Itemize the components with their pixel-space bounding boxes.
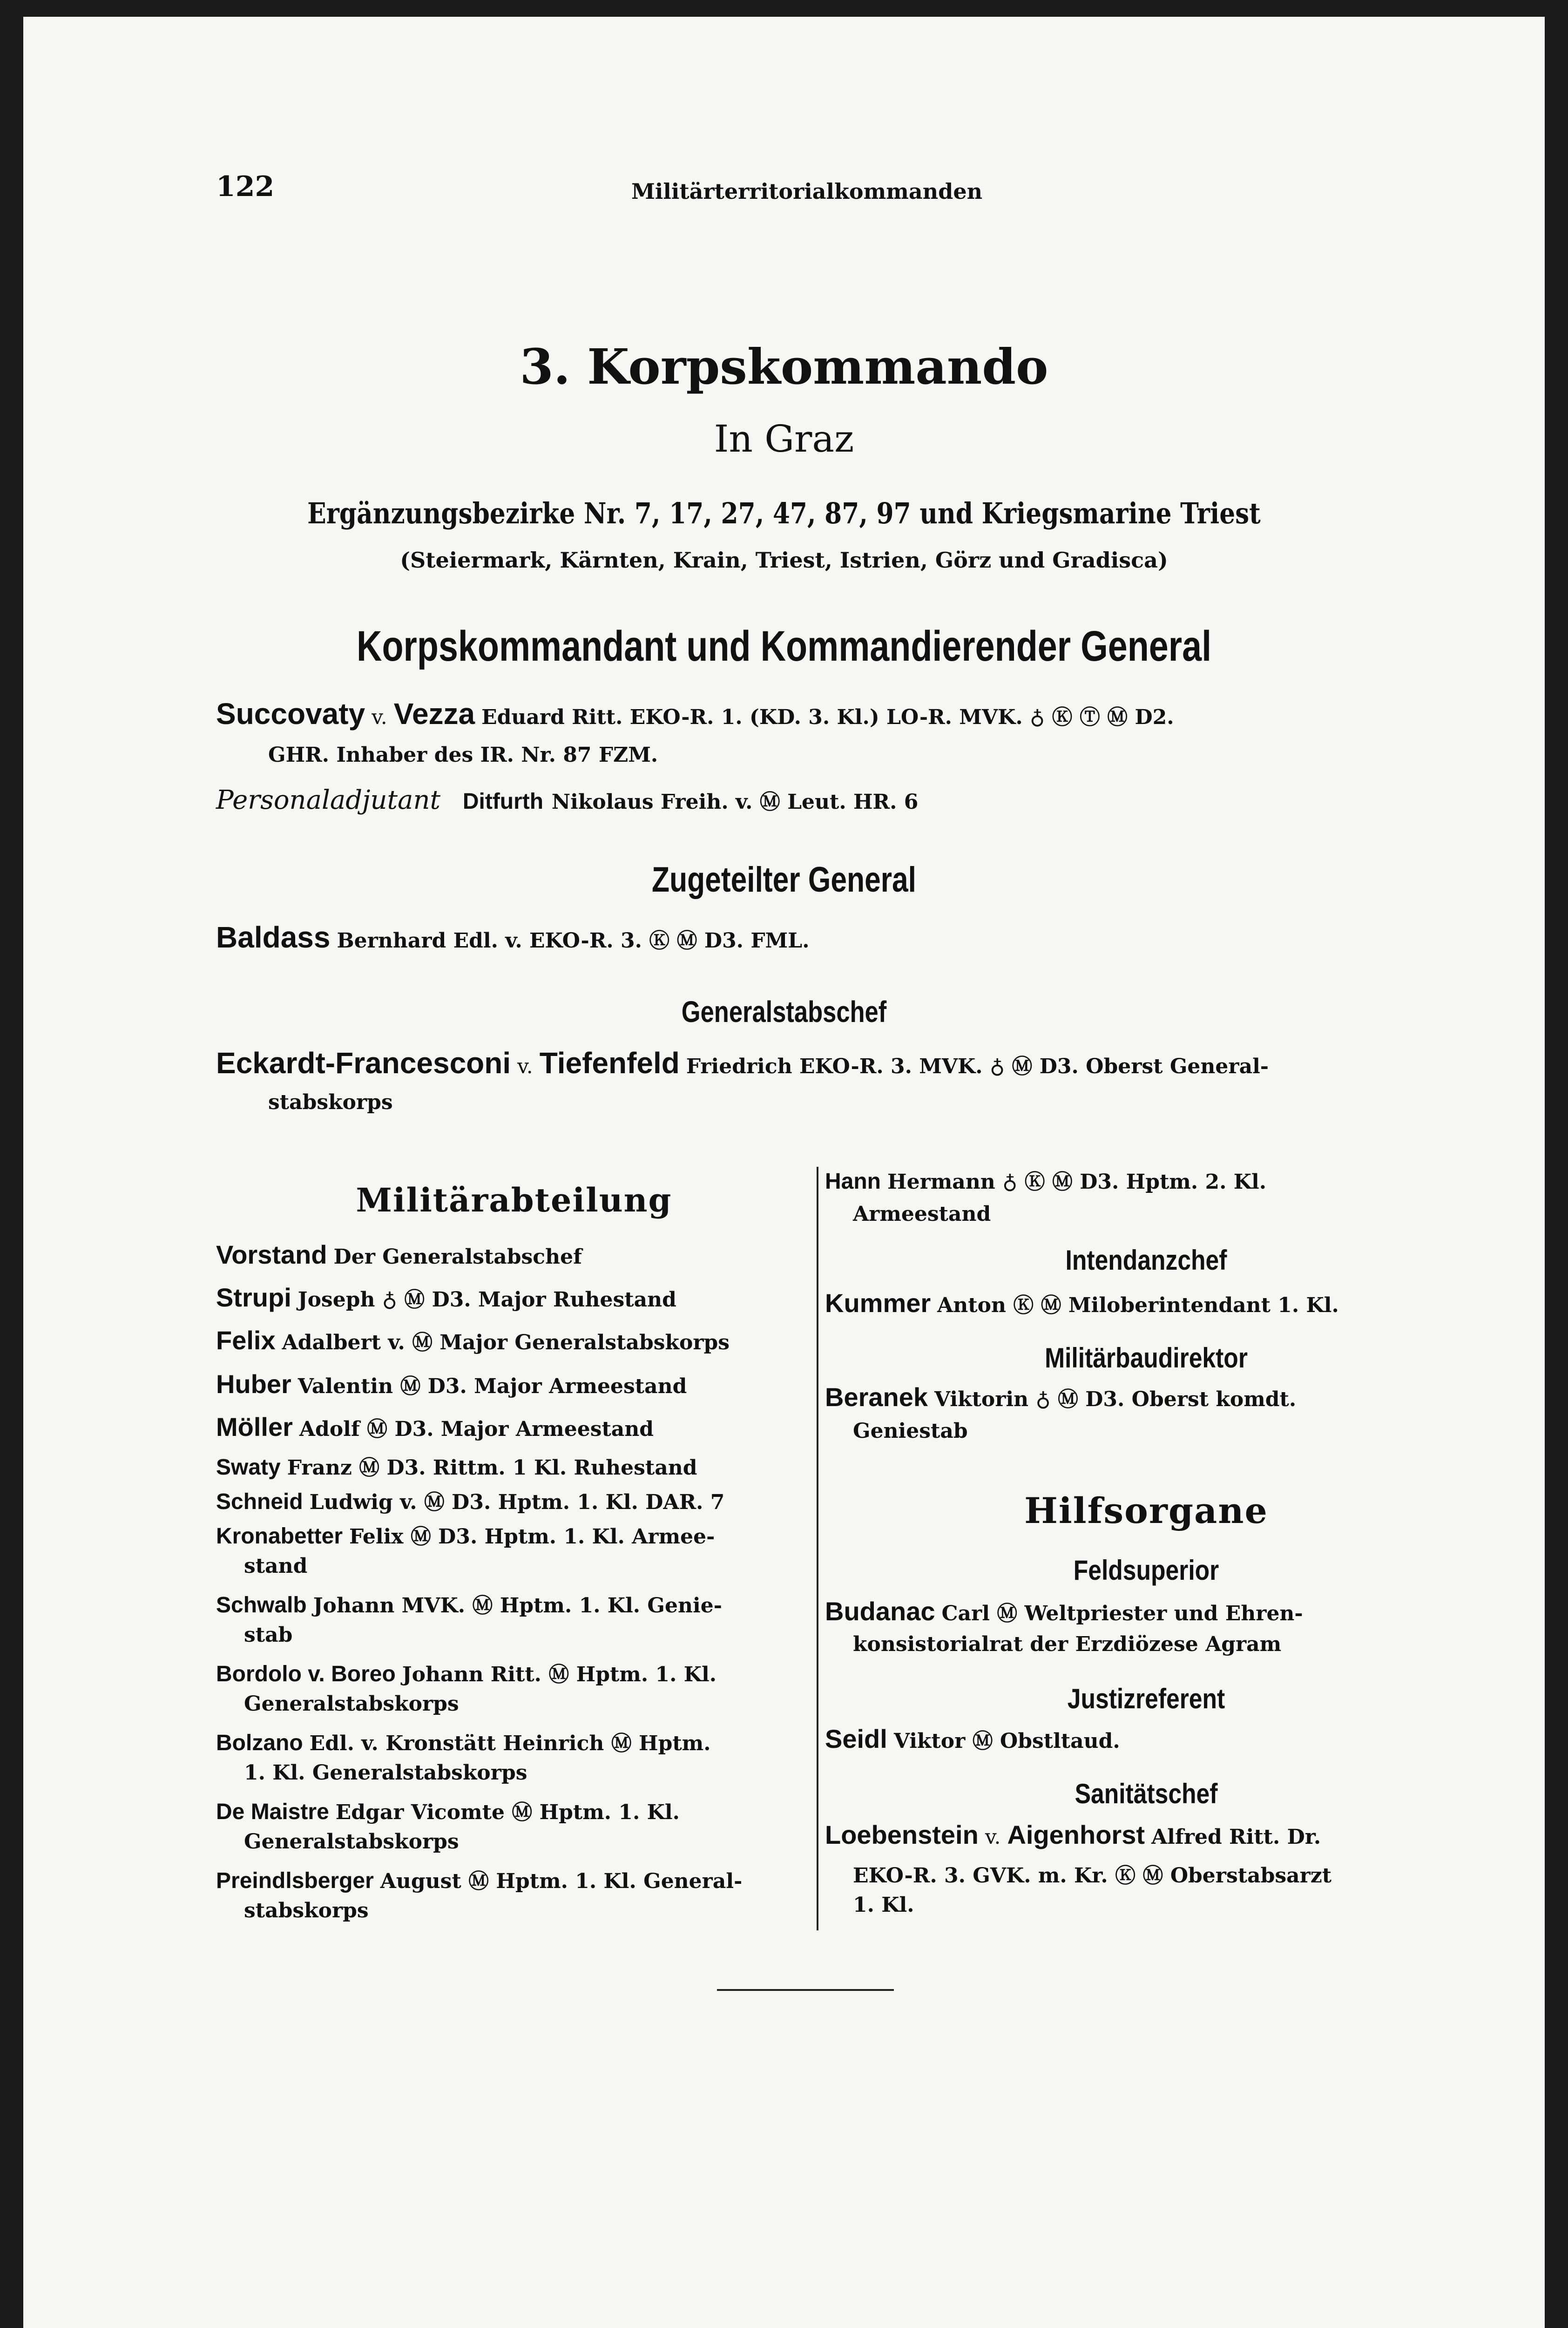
page-number: 122 <box>216 170 275 203</box>
list-item <box>825 1820 1321 1850</box>
entry-continuation: Generalstabskorps <box>244 1830 459 1854</box>
districts-line: Ergänzungsbezirke Nr. 7, 17, 27, 47, 87, 97 und Kriegsmarine Triest <box>307 496 1261 530</box>
entry-name: Kummer <box>825 1288 931 1318</box>
entry-text: Viktorin ♁ Ⓜ D3. Oberst komdt. <box>934 1387 1297 1411</box>
page-title: 3. Korpskommando <box>520 338 1048 395</box>
list-item <box>216 1369 687 1399</box>
list-item <box>216 1239 582 1270</box>
list-item <box>825 1288 1339 1318</box>
list-item <box>216 1412 654 1442</box>
commander-line-1 <box>216 697 1174 731</box>
entry-name: Strupi <box>216 1283 291 1312</box>
list-item <box>216 1451 697 1481</box>
san-heading: Sanitätschef <box>1075 1778 1218 1809</box>
justiz-heading: Justizreferent <box>1067 1683 1225 1714</box>
entry-name: De Maistre <box>216 1800 329 1824</box>
entry-name: Budanac <box>825 1597 935 1626</box>
entry-text: Edl. v. Kronstätt Heinrich Ⓜ Hptm. <box>309 1732 711 1755</box>
chief-of-staff-heading: Generalstabschef <box>681 995 887 1029</box>
entry-text: Johann MVK. Ⓜ Hptm. 1. Kl. Genie- <box>313 1594 722 1617</box>
assigned-general-name: Baldass <box>216 920 331 954</box>
list-item <box>825 1724 1120 1754</box>
list-item <box>216 1325 730 1355</box>
entry-name: Preindlsberger <box>216 1868 374 1893</box>
regions-line: (Steiermark, Kärnten, Krain, Triest, Istrien, Görz und Gradisca) <box>400 548 1168 573</box>
feld-heading: Feldsuperior <box>1073 1555 1219 1586</box>
commander-particle: v. <box>372 705 387 729</box>
entry-name: Loebenstein <box>825 1820 979 1849</box>
entry-text: Carl Ⓜ Weltpriester und Ehren- <box>941 1602 1303 1625</box>
commander-line-2: GHR. Inhaber des IR. Nr. 87 FZM. <box>268 743 658 767</box>
list-item <box>216 1282 676 1313</box>
column-divider <box>817 1167 818 1930</box>
entry-text: Franz Ⓜ D3. Rittm. 1 Kl. Ruhestand <box>287 1456 697 1480</box>
entry-text: Adolf Ⓜ D3. Major Armeestand <box>299 1417 654 1441</box>
entry-text: Der Generalstabschef <box>333 1245 582 1269</box>
entry-text: Edgar Vicomte Ⓜ Hptm. 1. Kl. <box>335 1800 680 1824</box>
list-item <box>216 1485 724 1515</box>
hilfsorgane-heading: Hilfsorgane <box>1024 1490 1268 1531</box>
entry-name: Huber <box>216 1369 291 1399</box>
commander-details: Eduard Ritt. EKO-R. 1. (KD. 3. Kl.) LO-R. MVK. ♁ Ⓚ Ⓣ Ⓜ D2. <box>481 705 1174 729</box>
entry-continuation: Geniestab <box>853 1419 968 1443</box>
entry-text: Joseph ♁ Ⓜ D3. Major Ruhestand <box>297 1288 676 1312</box>
city-subtitle: In Graz <box>714 417 854 460</box>
entry-text: Anton Ⓚ Ⓜ Miloberintendant 1. Kl. <box>937 1293 1339 1317</box>
intendant-heading: Intendanzchef <box>1065 1245 1227 1276</box>
entry-name: Vorstand <box>216 1240 327 1269</box>
entry-name: Möller <box>216 1412 293 1441</box>
entry-continuation: stab <box>244 1623 293 1647</box>
list-item <box>216 1520 715 1550</box>
entry-text: Viktor Ⓜ Obstltaud. <box>893 1729 1120 1753</box>
entry-continuation: stabskorps <box>244 1899 369 1922</box>
chief-of-staff-details: Friedrich EKO-R. 3. MVK. ♁ Ⓜ D3. Oberst General- <box>686 1055 1269 1078</box>
list-item <box>216 1589 722 1618</box>
entry-continuation: EKO-R. 3. GVK. m. Kr. Ⓚ Ⓜ Oberstabsarzt <box>853 1864 1332 1888</box>
assigned-general-line <box>216 920 810 954</box>
entry-particle: v. <box>985 1825 1001 1849</box>
assigned-general-details: Bernhard Edl. v. EKO-R. 3. Ⓚ Ⓜ D3. FML. <box>337 929 810 953</box>
entry-text: August Ⓜ Hptm. 1. Kl. General- <box>380 1869 743 1893</box>
running-title: Militärterritorialkommanden <box>631 179 983 204</box>
adjutant-name: Ditfurth <box>462 789 544 814</box>
entry-name: Schwalb <box>216 1593 307 1617</box>
entry-text: Ludwig v. Ⓜ D3. Hptm. 1. Kl. DAR. 7 <box>309 1490 725 1514</box>
end-rule <box>717 1989 894 1991</box>
list-item <box>825 1165 1266 1195</box>
entry-name: Schneid <box>216 1489 303 1514</box>
entry-name: Kronabetter <box>216 1524 343 1549</box>
entry-text: Adalbert v. Ⓜ Major Generalstabskorps <box>282 1331 730 1354</box>
entry-name: Seidl <box>825 1724 887 1753</box>
entry-name: Beranek <box>825 1382 928 1412</box>
entry-text: Valentin Ⓜ D3. Major Armeestand <box>297 1374 687 1398</box>
chief-of-staff-particle: v. <box>517 1055 533 1078</box>
chief-of-staff-name: Eckardt-Francesconi <box>216 1046 511 1080</box>
adjutant-details: Nikolaus Freih. v. Ⓜ Leut. HR. 6 <box>551 790 919 814</box>
entry-text: Alfred Ritt. Dr. <box>1151 1825 1321 1849</box>
list-item <box>216 1795 680 1825</box>
entry-text: Felix Ⓜ D3. Hptm. 1. Kl. Armee- <box>349 1525 715 1549</box>
chief-of-staff-line-1 <box>216 1046 1269 1080</box>
entry-continuation: stand <box>244 1554 308 1578</box>
entry-continuation: Armeestand <box>853 1202 991 1226</box>
commander-heading: Korpskommandant und Kommandierender General <box>356 623 1212 670</box>
entry-name: Felix <box>216 1326 276 1355</box>
chief-of-staff-line-2: stabskorps <box>268 1090 393 1114</box>
entry-name-2: Aigenhorst <box>1007 1820 1145 1849</box>
assigned-general-heading: Zugeteilter General <box>652 860 916 900</box>
list-item <box>825 1382 1296 1412</box>
entry-continuation: 1. Kl. Generalstabskorps <box>244 1761 527 1785</box>
adjutant-line <box>216 785 918 815</box>
entry-name: Hann <box>825 1169 881 1194</box>
entry-text: Hermann ♁ Ⓚ Ⓜ D3. Hptm. 2. Kl. <box>887 1170 1267 1194</box>
adjutant-label: Personaladjutant <box>216 785 441 815</box>
list-item <box>216 1864 742 1894</box>
entry-continuation: Generalstabskorps <box>244 1692 459 1716</box>
commander-name: Succovaty <box>216 697 365 731</box>
entry-name: Bordolo v. Boreo <box>216 1662 396 1686</box>
commander-name-2: Vezza <box>393 697 475 731</box>
entry-text: Johann Ritt. Ⓜ Hptm. 1. Kl. <box>402 1663 717 1686</box>
entry-name: Swaty <box>216 1455 281 1480</box>
list-item <box>216 1658 716 1687</box>
bau-heading: Militärbaudirektor <box>1045 1342 1248 1374</box>
entry-name: Bolzano <box>216 1731 303 1755</box>
entry-continuation: konsistorialrat der Erzdiözese Agram <box>853 1632 1282 1656</box>
list-item <box>216 1726 711 1756</box>
chief-of-staff-name-2: Tiefenfeld <box>539 1046 680 1080</box>
entry-continuation: 1. Kl. <box>853 1893 914 1917</box>
list-item <box>825 1596 1303 1626</box>
militaerabteilung-heading: Militärabteilung <box>356 1181 672 1219</box>
document-page <box>23 17 1545 2328</box>
